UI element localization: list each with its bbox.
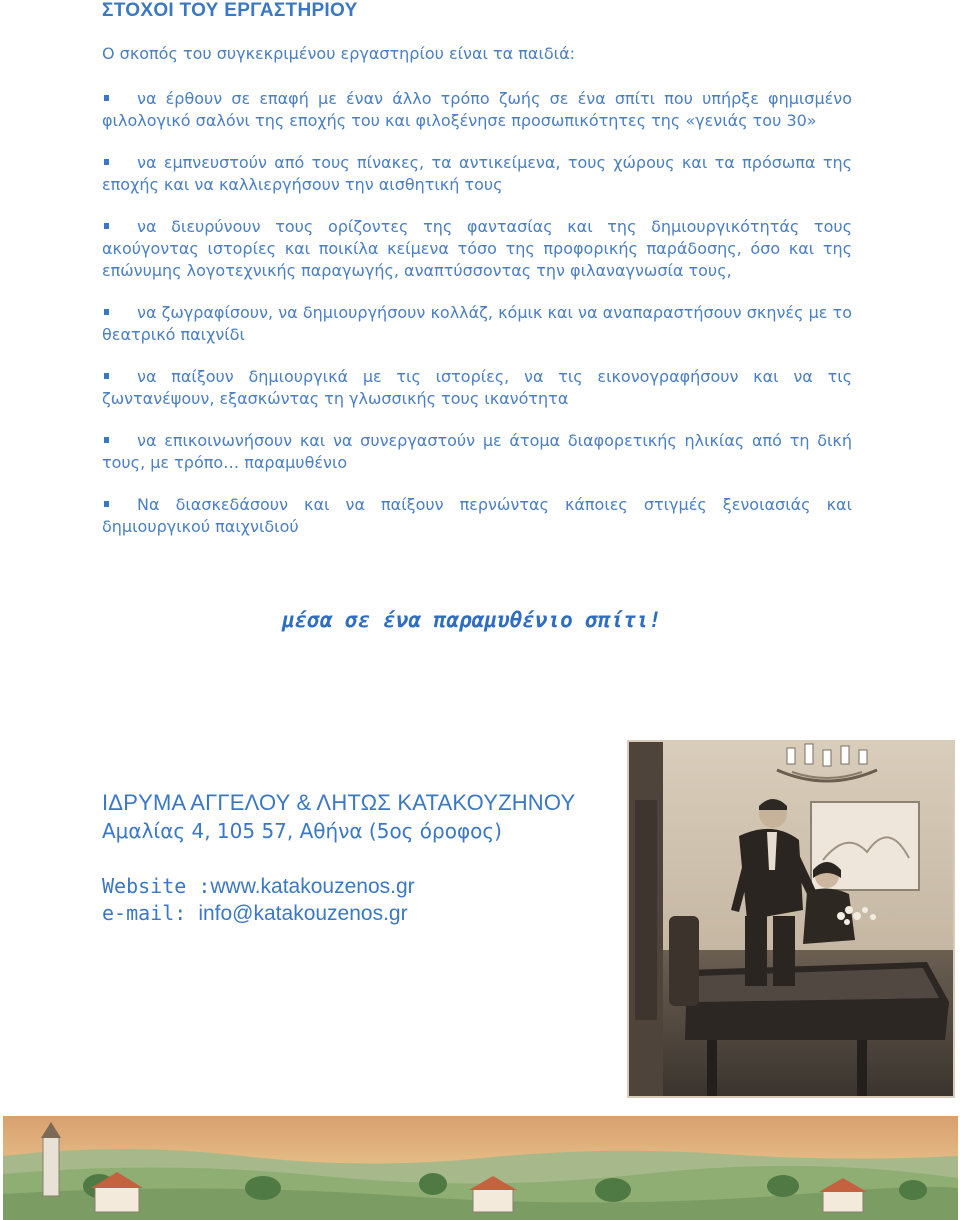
goal-text: να παίξουν δημιουργικά με τις ιστορίες, να τις εικονογραφήσουν και να τις ζωντανέψουν, εξασκώντας τη γλωσσικής τους ικανότητα — [102, 367, 852, 408]
list-item — [102, 430, 852, 474]
square-bullet-icon — [104, 437, 109, 443]
goal-text: να εμπνευστούν από τους πίνακες, τα αντικείμενα, τους χώρους και τα πρόσωπα της εποχής και να καλλιεργήσουν την αισθητική τους — [102, 153, 852, 194]
email-label: e-mail: — [102, 901, 199, 925]
email-link[interactable]: info@katakouzenos.gr — [198, 902, 408, 925]
list-item — [102, 302, 852, 346]
email-line — [102, 901, 408, 926]
square-bullet-icon — [104, 223, 109, 229]
painting-strip — [3, 1116, 958, 1220]
foundation-address: Αμαλίας 4, 105 57, Αθήνα (5ος όροφος) — [102, 819, 502, 843]
square-bullet-icon — [104, 309, 109, 315]
goals-list — [102, 88, 852, 558]
square-bullet-icon — [104, 159, 109, 165]
goal-text: Να διασκεδάσουν και να παίξουν περνώντας κάποιες στιγμές ξενοιασιάς και δημιουργικού παιχνιδιού — [102, 495, 852, 536]
painting-strip-drawing — [3, 1116, 958, 1220]
square-bullet-icon — [104, 501, 109, 507]
list-item — [102, 88, 852, 132]
vintage-photo — [627, 740, 955, 1098]
list-item — [102, 494, 852, 538]
vintage-photo-drawing — [627, 740, 955, 1098]
goal-text: να διευρύνουν τους ορίζοντες της φαντασίας και της δημιουργικότητάς τους ακούγοντας ιστορίες και ποικίλα κείμενα τόσο της προφορικής παράδοσης, όσο και της επώνυμης λογοτεχνικής παραγωγής, αναπτύσσοντας την φιλαναγνωσία τους, — [102, 217, 852, 280]
tagline: μέσα σε ένα παραμυθένιο σπίτι! — [282, 608, 662, 632]
page-title: ΣΤΟΧΟΙ ΤΟΥ ΕΡΓΑΣΤΗΡΙΟΥ — [102, 0, 358, 21]
website-label: Website : — [102, 874, 211, 898]
list-item — [102, 216, 852, 282]
goal-text: να έρθουν σε επαφή με έναν άλλο τρόπο ζωής σε ένα σπίτι που υπήρξε φημισμένο φιλολογικό σαλόνι της εποχής του και φιλοξένησε προσωπικότητες της «γενιάς του 30» — [102, 89, 852, 130]
goal-text: να επικοινωνήσουν και να συνεργαστούν με άτομα διαφορετικής ηλικίας από τη δική τους, με τρόπο… παραμυθένιο — [102, 431, 852, 472]
square-bullet-icon — [104, 95, 109, 101]
list-item — [102, 366, 852, 410]
square-bullet-icon — [104, 373, 109, 379]
list-item — [102, 152, 852, 196]
goal-text: να ζωγραφίσουν, να δημιουργήσουν κολλάζ, κόμικ και να αναπαραστήσουν σκηνές με το θεατρικό παιχνίδι — [102, 303, 852, 344]
website-link[interactable]: www.katakouzenos.gr — [210, 875, 415, 898]
intro-text: Ο σκοπός του συγκεκριμένου εργαστηρίου είναι τα παιδιά: — [102, 44, 576, 63]
foundation-name: ΙΔΡΥΜΑ ΑΓΓΕΛΟΥ & ΛΗΤΩΣ ΚΑΤΑΚΟΥΖΗΝΟΥ — [102, 790, 576, 815]
website-line — [102, 874, 415, 899]
